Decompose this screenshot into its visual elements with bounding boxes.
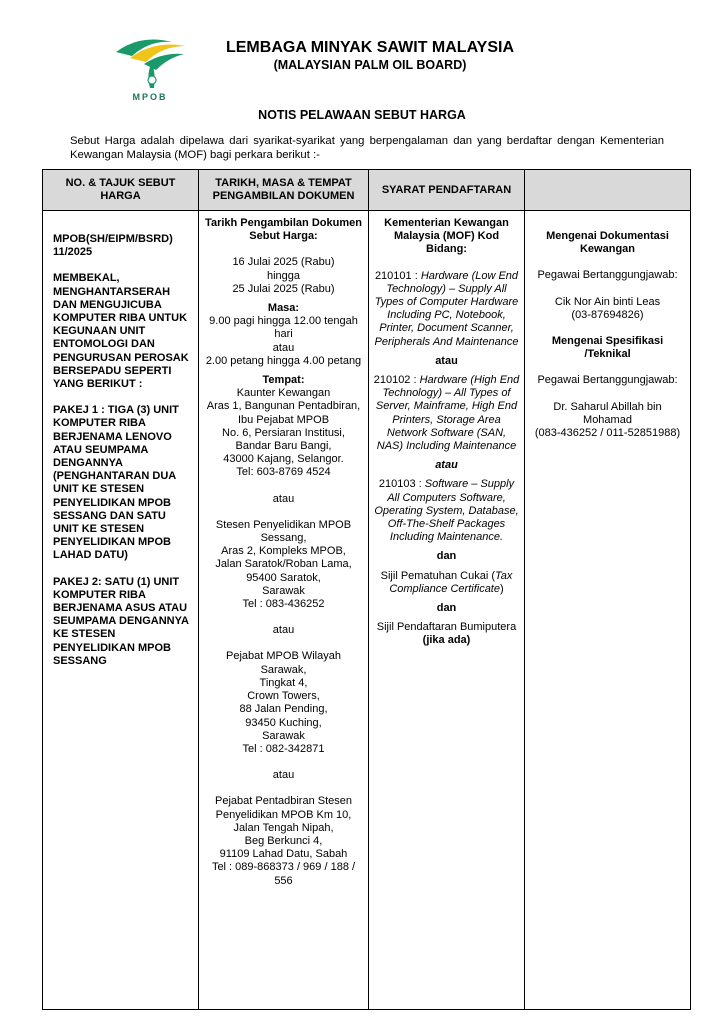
address-line: Pejabat Pentadbiran Stesen Penyelidikan MPOB Km 10, Jalan Tengah Nipah, <box>215 795 352 834</box>
tax-text-close: ) <box>499 582 504 595</box>
address-line: Sarawak <box>262 729 305 742</box>
technical-officer-name: Dr. Saharul Abillah bin Mohamad <box>553 400 662 426</box>
tax-text-english: Tax Compliance Certificate <box>389 569 513 595</box>
address-line: Jalan Saratok/Roban Lama, <box>215 558 352 571</box>
address-line: Ibu Pejabat MPOB <box>237 413 330 426</box>
code-number: 210102 : <box>373 374 417 387</box>
place-or: atau <box>272 492 295 505</box>
package-2: PAKEJ 2: SATU (1) UNIT KOMPUTER RIBA BERJENAMA ASUS ATAU SEUMPAMA DENGANNYA KE STESEN PENYELIDIKAN MPOB SESSANG <box>53 575 189 667</box>
header-date-place: TARIKH, MASA & TEMPAT PENGAMBILAN DOKUMEN <box>199 170 369 211</box>
technical-heading: Mengenai Spesifikasi /Teknikal <box>551 335 664 361</box>
code-description: Hardware (High End Technology) – All Types of Server, Mainframe, High End Printers, Storage Area Network Software (SAN, NAS) Including Maintenance <box>375 374 520 453</box>
or-label: atau <box>435 354 458 367</box>
contact-cell <box>525 211 691 1010</box>
table-row <box>43 211 691 1010</box>
header-contact <box>525 170 691 211</box>
address-line: Bandar Baru Bangi, <box>235 440 332 453</box>
time-label: Masa: <box>267 302 300 315</box>
place-lahad-datu <box>203 795 364 887</box>
and-label: dan <box>436 602 457 615</box>
place-sessang <box>203 519 364 611</box>
place-or: atau <box>272 769 295 782</box>
address-phone: Tel : 083-436252 <box>242 598 325 611</box>
time-or: atau <box>272 341 295 354</box>
mof-heading: Kementerian Kewangan Malaysia (MOF) Kod Bidang: <box>384 217 509 256</box>
finance-officer-name: Cik Nor Ain binti Leas <box>554 295 661 308</box>
tender-table <box>42 169 691 1010</box>
date-label: Tarikh Pengambilan Dokumen Sebut Harga: <box>205 217 362 243</box>
date-to: 25 Julai 2025 (Rabu) <box>232 282 335 295</box>
address-line: Sarawak <box>262 584 305 597</box>
place-hq <box>203 387 364 479</box>
time-afternoon: 2.00 petang hingga 4.00 petang <box>205 354 362 367</box>
tax-compliance <box>373 570 520 596</box>
finance-officer-phone: (03-87694826) <box>571 308 644 321</box>
address-phone: Tel : 089-868373 / 969 / 188 / 556 <box>211 861 356 887</box>
place-label: Tempat: <box>262 374 305 387</box>
org-name-english: (MALAYSIAN PALM OIL BOARD) <box>273 58 467 72</box>
notice-title: NOTIS PELAWAAN SEBUT HARGA <box>258 108 466 122</box>
technical-officer-phone: (083-436252 / 011-52851988) <box>534 427 681 440</box>
address-line: Crown Towers, <box>247 690 320 703</box>
officer-label: Pegawai Bertanggungjawab: <box>537 269 678 282</box>
tax-text: Sijil Pematuhan Cukai ( <box>380 569 495 582</box>
bumiputera-cert: Sijil Pendaftaran Bumiputera <box>376 621 517 634</box>
finance-heading: Mengenai Dokumentasi Kewangan <box>546 230 669 256</box>
and-label: dan <box>436 550 457 563</box>
time-morning: 9.00 pagi hingga 12.00 tengah hari <box>209 315 358 341</box>
address-line: No. 6, Persiaran Institusi, <box>222 426 345 439</box>
officer-label: Pegawai Bertanggungjawab: <box>537 374 678 387</box>
place-or: atau <box>272 624 295 637</box>
mof-code-210103 <box>373 478 520 544</box>
org-name: LEMBAGA MINYAK SAWIT MALAYSIA <box>225 39 514 56</box>
address-line: Tingkat 4, <box>259 676 308 689</box>
code-description: Software – Supply All Computers Software, Operating System, Database, Off-The-Shelf Packages Including Maintenance. <box>374 478 519 544</box>
address-line: Aras 2, Kompleks MPOB, <box>221 545 346 558</box>
address-line: 91109 Lahad Datu, Sabah <box>219 848 348 861</box>
address-line: 43000 Kajang, Selangor. <box>223 453 344 466</box>
place-kuching <box>203 650 364 756</box>
header-registration: SYARAT PENDAFTARAN <box>369 170 525 211</box>
address-line: Kaunter Kewangan <box>236 387 331 400</box>
title-cell <box>43 211 199 1010</box>
address-phone: Tel: 603-8769 4524 <box>236 466 331 479</box>
address-phone: Tel : 082-342871 <box>242 742 325 755</box>
intro-paragraph: Sebut Harga adalah dipelawa dari syarikat-syarikat yang berpengalaman dan yang berdaftar dengan Kementerian Kewangan Malaysia (MOF) bagi perkara berikut :- <box>70 135 664 161</box>
package-1: PAKEJ 1 : TIGA (3) UNIT KOMPUTER RIBA BERJENAMA LENOVO ATAU SEUMPAMA DENGANNYA (PENGHANTARAN DUA UNIT KE STESEN PENYELIDIKAN MPOB SESSANG DAN SATU UNIT KE STESEN PENYELIDIKAN MPOB LAHAD DATU) <box>53 404 179 562</box>
logo-text: MPOB <box>132 92 168 102</box>
mof-code-210101 <box>373 270 520 349</box>
address-line: 93450 Kuching, <box>245 716 322 729</box>
address-line: Pejabat MPOB Wilayah Sarawak, <box>226 650 341 676</box>
address-line: 88 Jalan Pending, <box>239 703 328 716</box>
address-line: Stesen Penyelidikan MPOB Sessang, <box>215 518 352 545</box>
date-to-word: hingga <box>266 269 301 282</box>
address-line: 95400 Saratok, <box>246 571 321 584</box>
reference-number: MPOB(SH/EIPM/BSRD) 11/2025 <box>53 233 173 259</box>
header-title: NO. & TAJUK SEBUT HARGA <box>43 170 199 211</box>
registration-cell <box>369 211 525 1010</box>
code-number: 210101 : <box>374 269 418 282</box>
table-header-row <box>43 170 691 211</box>
code-number: 210103 : <box>378 478 422 491</box>
mof-code-210102 <box>373 374 520 453</box>
mpob-logo <box>110 30 190 102</box>
address-line: Beg Berkunci 4, <box>244 834 323 847</box>
address-line: Aras 1, Bangunan Pentadbiran, <box>206 400 361 413</box>
date-place-cell <box>199 211 369 1010</box>
letterhead <box>0 0 724 100</box>
tender-title: MEMBEKAL, MENGHANTARSERAH DAN MENGUJICUBA KOMPUTER RIBA UNTUK KEGUNAAN UNIT ENTOMOLOGI DAN PENGURUSAN PEROSAK BERSEPADU SEPERTI YANG BERIKUT : <box>53 272 189 391</box>
code-description: Hardware (Low End Technology) – Supply All Types of Computer Hardware Including PC, Notebook, Printer, Document Scanner, Peripherals And Maintenance <box>374 269 519 348</box>
date-from: 16 Julai 2025 (Rabu) <box>232 256 335 269</box>
or-label: atau <box>435 459 458 472</box>
if-any-label: (jika ada) <box>422 634 471 647</box>
